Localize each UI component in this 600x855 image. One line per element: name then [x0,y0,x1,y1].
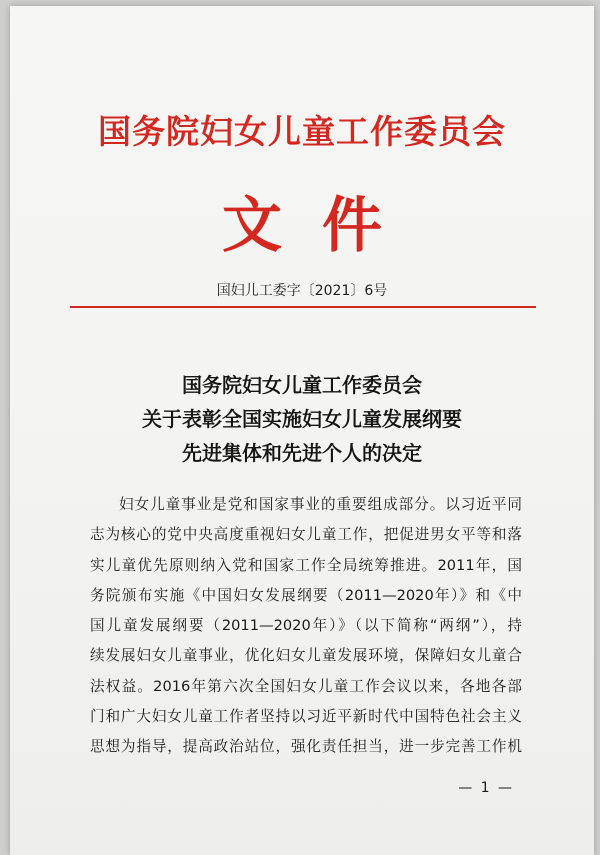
body-line: 务院颁布实施《中国妇女发展纲要（2011—2020年）》和《中 [90,586,522,604]
body-paragraph [90,490,522,763]
body-line: 续发展妇女儿童事业，优化妇女儿童发展环境，保障妇女儿童合 [90,647,522,665]
decision-title [10,368,594,470]
body-line: 法权益。2016年第六次全国妇女儿童工作会议以来，各地各部 [90,677,522,695]
document-page [10,6,594,855]
red-header-divider [70,306,536,308]
issuing-organization-title: 国务院妇女儿童工作委员会 [98,112,506,151]
body-line: 志为核心的党中央高度重视妇女儿童工作，把促进男女平等和落 [90,526,522,544]
body-line: 国儿童发展纲要（2011—2020年）》（以下简称“两纲”），持 [90,617,522,635]
decision-title-line: 先进集体和先进个人的决定 [182,441,422,465]
document-number: 国妇儿工委字〔2021〕6号 [216,283,388,299]
page-number: — 1 — [458,780,514,796]
document-type-title: 文件 [222,191,422,261]
body-line: 实儿童优先原则纳入党和国家工作全局统筹推进。2011年，国 [90,556,522,574]
body-line: 门和广大妇女儿童工作者坚持以习近平新时代中国特色社会主义 [90,708,522,726]
decision-title-line: 国务院妇女儿童工作委员会 [182,373,422,397]
body-line: 思想为指导，提高政治站位，强化责任担当，进一步完善工作机 [90,738,522,756]
decision-title-line: 关于表彰全国实施妇女儿童发展纲要 [142,407,462,431]
body-line: 妇女儿童事业是党和国家事业的重要组成部分。以习近平同 [119,496,522,513]
